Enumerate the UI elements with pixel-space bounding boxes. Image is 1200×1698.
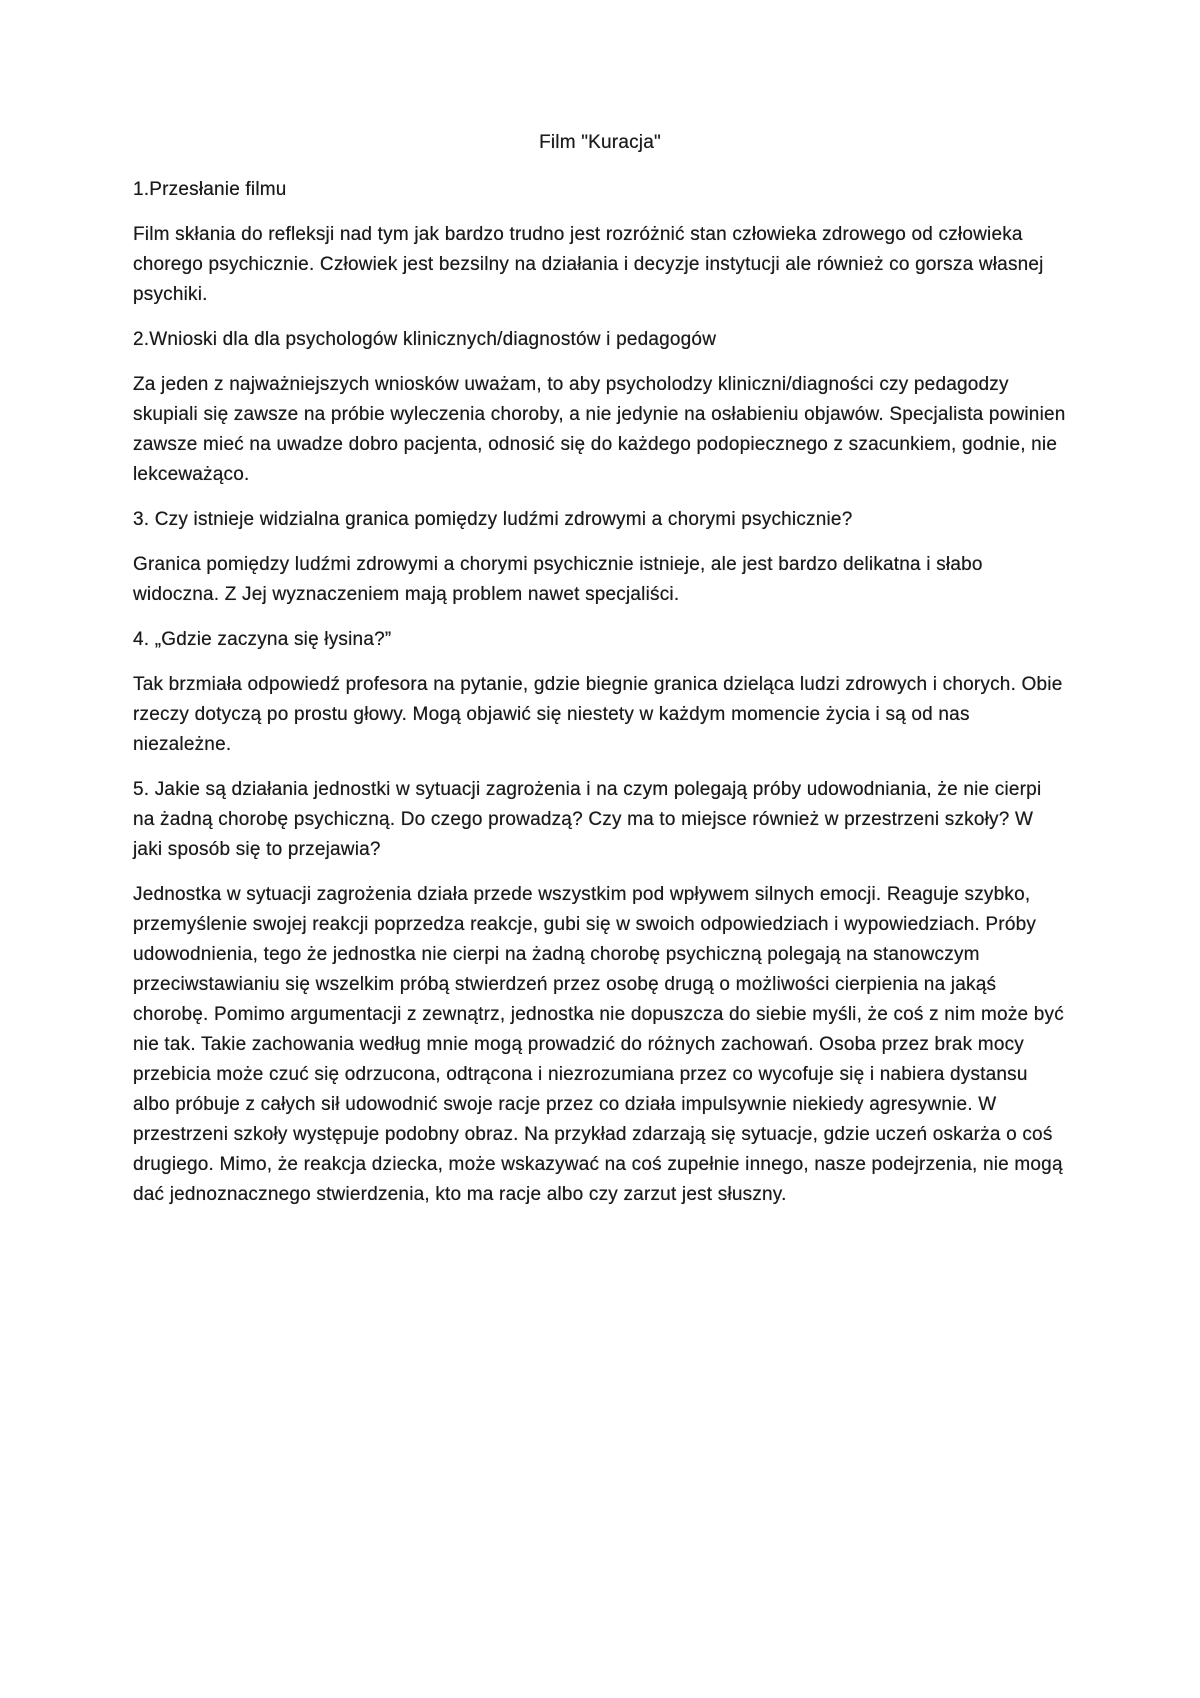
document-title: Film "Kuracja" [539,132,661,153]
section-paragraph-2: Za jeden z najważniejszych wniosków uważam, to aby psycholodzy kliniczni/diagności czy pedagodzy skupiali się zawsze na próbie wyleczenia choroby, a nie jedynie na osłabieniu objawów. Specjalista powinien zawsze mieć na uwadze dobro pacjenta, odnosić się do każdego podopiecznego z szacunkiem, godnie, nie lekceważąco. [133,374,1066,485]
section-paragraph-5: Jednostka w sytuacji zagrożenia działa przede wszystkim pod wpływem silnych emocji. Reaguje szybko, przemyślenie swojej reakcji poprzedza reakcje, gubi się w swoich odpowiedziach i wypowiedziach. Próby udowodnienia, tego że jednostka nie cierpi na żadną chorobę psychiczną polegają na stanowczym przeciwstawianiu się wszelkim próbą stwierdzeń przez osobę drugą o możliwości cierpienia na jakąś chorobę. Pomimo argumentacji z zewnątrz, jednostka nie dopuszcza do siebie myśli, że coś z nim może być nie tak. Takie zachowania według mnie mogą prowadzić do różnych zachowań. Osoba przez brak mocy przebicia może czuć się odrzucona, odtrącona i niezrozumiana przez co wycofuje się i nabiera dystansu albo próbuje z całych sił udowodnić swoje racje przez co działa impulsywnie niekiedy agresywnie. W przestrzeni szkoły występuje podobny obraz. Na przykład zdarzają się sytuacje, gdzie uczeń oskarża o coś drugiego. Mimo, że reakcja dziecka, może wskazywać na coś zupełnie innego, nasze podejrzenia, nie mogą dać jednoznacznego stwierdzenia, kto ma racje albo czy zarzut jest słuszny. [133,884,1064,1205]
section-heading-3: 3. Czy istnieje widzialna granica pomiędzy ludźmi zdrowymi a chorymi psychicznie? [133,509,853,530]
section-heading-1: 1.Przesłanie filmu [133,179,287,200]
section-heading-5: 5. Jakie są działania jednostki w sytuacji zagrożenia i na czym polegają próby udowodniania, że nie cierpi na żadną chorobę psychiczną. Do czego prowadzą? Czy ma to miejsce również w przestrzeni szkoły? W jaki sposób się to przejawia? [133,779,1042,860]
section-heading-4: 4. „Gdzie zaczyna się łysina?” [133,629,392,650]
section-paragraph-3: Granica pomiędzy ludźmi zdrowymi a chorymi psychicznie istnieje, ale jest bardzo delikatna i słabo widoczna. Z Jej wyznaczeniem mają problem nawet specjaliści. [133,554,983,605]
section-paragraph-4: Tak brzmiała odpowiedź profesora na pytanie, gdzie biegnie granica dzieląca ludzi zdrowych i chorych. Obie rzeczy dotyczą po prostu głowy. Mogą objawić się niestety w każdym momencie życia i są od nas niezależne. [133,674,1063,755]
section-paragraph-1: Film skłania do refleksji nad tym jak bardzo trudno jest rozróżnić stan człowieka zdrowego od człowieka chorego psychicznie. Człowiek jest bezsilny na działania i decyzje instytucji ale również co gorsza własnej psychiki. [133,224,1044,305]
section-heading-2: 2.Wnioski dla dla psychologów klinicznych/diagnostów i pedagogów [133,329,717,350]
